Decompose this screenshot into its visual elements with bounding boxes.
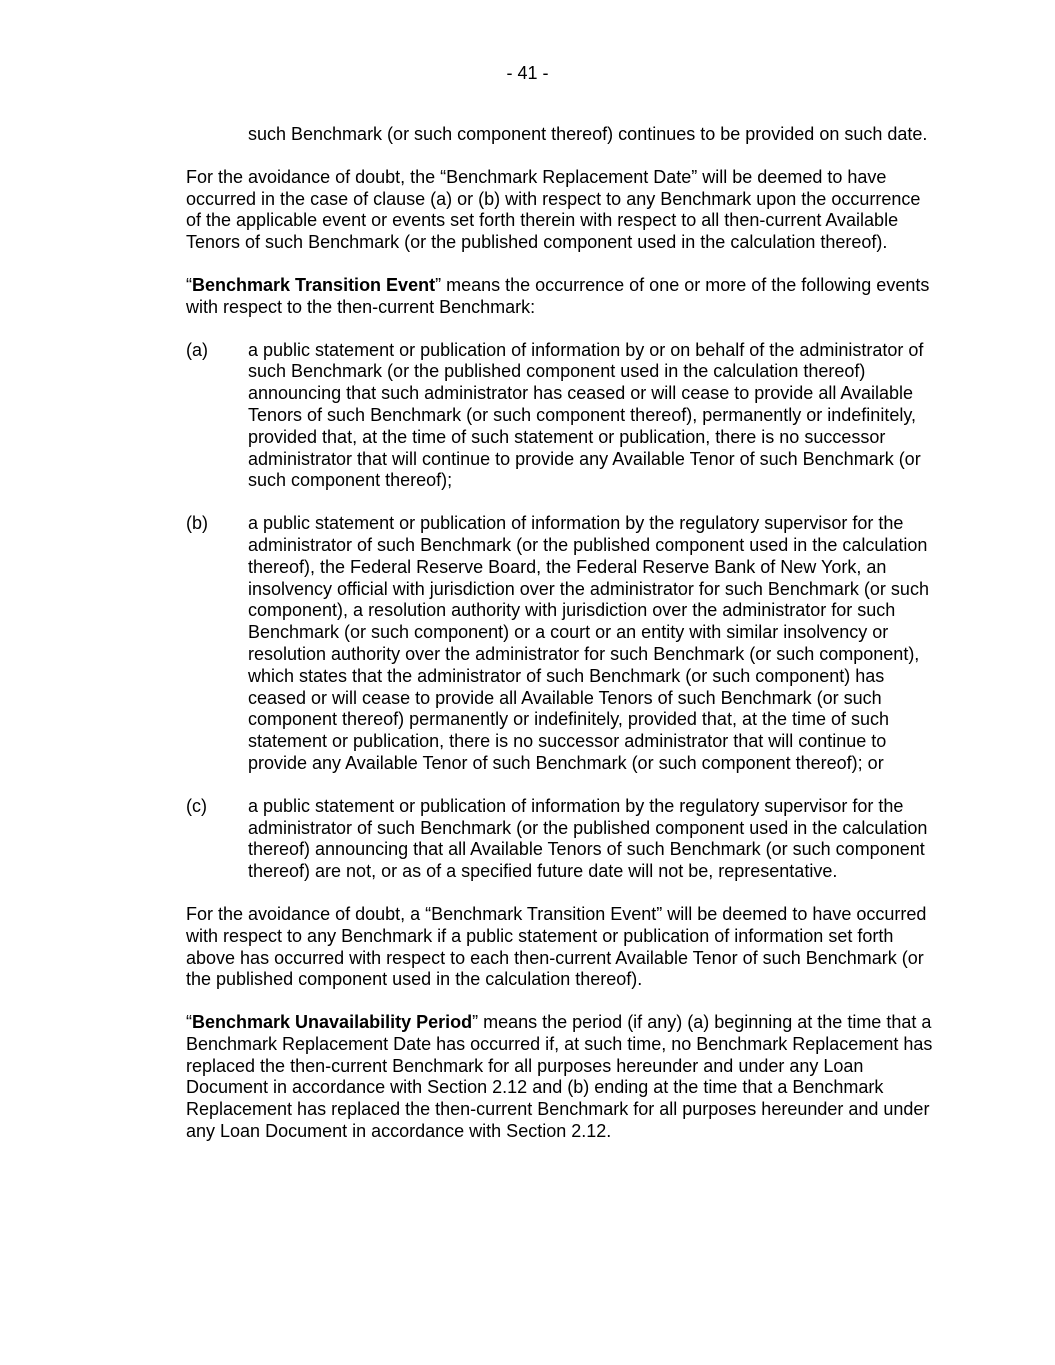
benchmark-unavailability-period-definition — [186, 1012, 934, 1143]
page-number: - 41 - — [506, 63, 549, 83]
replacement-date-note: For the avoidance of doubt, the “Benchmark Replacement Date” will be deemed to have occurred in the case of clause (a) or (b) with respect to any Benchmark upon the occurrence of the applicable event or events set forth therein with respect to all then-current Available Tenors of such Benchmark (or the published component used in the calculation thereof). — [186, 166, 921, 253]
transition-event-note: For the avoidance of doubt, a “Benchmark Transition Event” will be deemed to have occurred with respect to any Benchmark if a public statement or publication of information set forth above has occurred with respect to each then-current Available Tenor of such Benchmark (or the published component used in the calculation thereof). — [186, 903, 927, 990]
clause-label: (b) — [186, 513, 208, 534]
clause-text: a public statement or publication of information by or on behalf of the administrator of such Benchmark (or the published component used in the calculation thereof) announcing that such administrator has ceased or will cease to provide all Available Tenors of such Benchmark (or such component thereof), permanently or indefinitely, provided that, at the time of such statement or publication, there is no successor administrator that will continue to provide any Available Tenor of such Benchmark (or such component thereof); — [248, 339, 924, 491]
defined-term: Benchmark Unavailability Period — [192, 1012, 473, 1033]
clause-b — [186, 513, 934, 775]
defined-term: Benchmark Transition Event — [192, 274, 436, 295]
open-quote: “ — [186, 1012, 192, 1033]
clause-label: (a) — [186, 339, 208, 360]
open-quote: “ — [186, 274, 192, 295]
clause-text: a public statement or publication of information by the regulatory supervisor for the administrator of such Benchmark (or the published component used in the calculation thereof), the Federal Reserve Board, the Federal Reserve Bank of New York, an insolvency official with jurisdiction over the administrator for such Benchmark (or such component), a resolution authority with jurisdiction over the administrator for such Benchmark (or such component) or a court or an entity with similar insolvency or resolution authority over the administrator for such Benchmark (or such component), which states that the administrator of such Benchmark (or such component) has ceased or will cease to provide all Available Tenors of such Benchmark (or such component thereof) permanently or indefinitely, provided that, at the time of such statement or publication, there is no successor administrator that will continue to provide any Available Tenor of such Benchmark (or such component thereof); or — [248, 513, 929, 773]
clause-a — [186, 340, 934, 493]
benchmark-transition-event-definition — [186, 275, 934, 319]
definition-text: ” means the occurrence of one or more of the following events with respect to the then-current Benchmark: — [186, 274, 930, 317]
clause-label: (c) — [186, 795, 207, 816]
continuation-paragraph: such Benchmark (or such component thereof) continues to be provided on such date. — [248, 124, 928, 144]
clause-c — [186, 796, 934, 883]
definition-text: ” means the period (if any) (a) beginning at the time that a Benchmark Replacement Date has occurred if, at such time, no Benchmark Replacement has replaced the then-current Benchmark for all purposes hereunder and under any Loan Document in accordance with Section 2.12 and (b) ending at the time that a Benchmark Replacement has replaced the then-current Benchmark for all purposes hereunder and under any Loan Document in accordance with Section 2.12. — [186, 1012, 933, 1142]
clause-text: a public statement or publication of information by the regulatory supervisor for the administrator of such Benchmark (or the published component used in the calculation thereof) announcing that all Available Tenors of such Benchmark (or such component thereof) are not, or as of a specified future date will not be, representative. — [248, 795, 928, 882]
document-body — [186, 124, 934, 1164]
